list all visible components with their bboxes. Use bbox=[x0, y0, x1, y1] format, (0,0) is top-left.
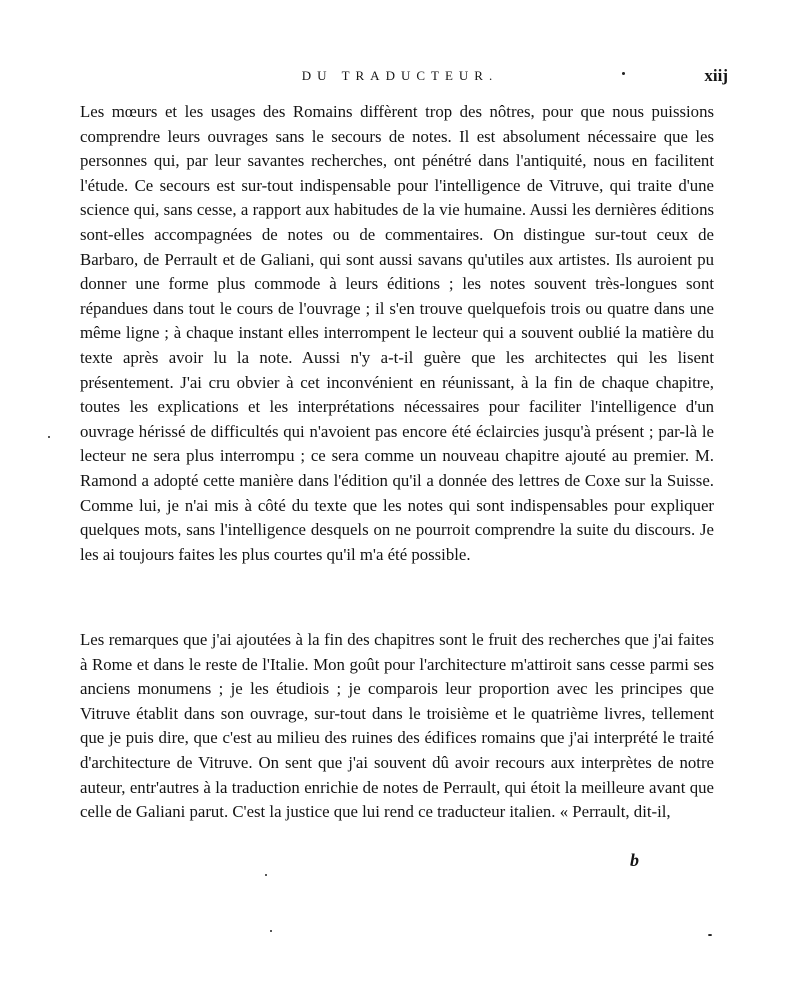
print-speck bbox=[48, 436, 50, 438]
print-speck bbox=[265, 874, 267, 876]
running-head bbox=[80, 64, 728, 88]
print-speck bbox=[270, 930, 272, 932]
print-speck bbox=[708, 934, 712, 936]
running-head-title: DU TRADUCTEUR. bbox=[301, 68, 499, 83]
paragraph-notes: Les mœurs et les usages des Romains diffèrent trop des nôtres, pour que nous puissions comprendre leurs ouvrages sans le secours de notes. Il est absolument nécessaire que les personnes qui, par leur savantes recherches, ont pénétré dans l'antiquité, nous en facilitent l'étude. Ce secours est sur-tout indispensable pour l'intelligence de Vitruve, qui traite d'une science qui, sans cesse, a rapport aux habitudes de la vie humaine. Aussi les dernières éditions sont-elles accompagnées de notes ou de commentaires. On distingue sur-tout ceux de Barbaro, de Perrault et de Galiani, qui sont aussi savans qu'utiles aux artistes. Ils auroient pu donner une forme plus commode à leurs éditions ; les notes souvent très-longues sont répandues dans tout le cours de l'ouvrage ; il s'en trouve quelquefois trois ou quatre dans une même ligne ; à chaque instant elles interrompent le lecteur qui a souvent oublié la matière du texte après avoir lu la note. Aussi n'y a-t-il guère que les architectes qui les lisent présentement. J'ai cru obvier à cet inconvénient en réunissant, à la fin de chaque chapitre, toutes les explications et les interprétations nécessaires pour faciliter l'intelligence d'un ouvrage hérissé de difficultés qui n'avoient pas encore été éclaircies jusqu'à présent ; par-là le lecteur ne sera plus interrompu ; ce sera comme un nouveau chapitre ajouté au premier. M. Ramond a adopté cette manière dans l'édition qu'il a donnée des lettres de Coxe sur la Suisse. Comme lui, je n'ai mis à côté du texte que les notes qui sont indispensables pour expliquer quelques mots, sans l'intelligence desquels on ne pourroit comprendre la suite du discours. Je les ai toujours faites les plus courtes qu'il m'a été possible. bbox=[80, 102, 714, 564]
page-number: xiij bbox=[704, 66, 728, 85]
paragraph-remarks: Les remarques que j'ai ajoutées à la fin des chapitres sont le fruit des recherches que j'ai faites à Rome et dans le reste de l'Italie. Mon goût pour l'architecture m'attiroit sans cesse parmi ses anciens monumens ; je les étudiois ; je comparois leur proportion avec les principes que Vitruve établit dans son ouvrage, sur-tout dans le troisième et le quatrième livres, tellement que je puis dire, que c'est au milieu des ruines des édifices romains que j'ai interprété le traité d'architecture de Vitruve. On sent que j'ai souvent dû avoir recours aux interprètes de notre auteur, entr'autres à la traduction enrichie de notes de Perrault, qui étoit la meilleure avant que celle de Galiani parut. C'est la justice que lui rend ce traducteur italien. « Perrault, dit-il, bbox=[80, 630, 714, 822]
signature-mark: b bbox=[630, 850, 639, 870]
print-speck bbox=[622, 72, 625, 75]
